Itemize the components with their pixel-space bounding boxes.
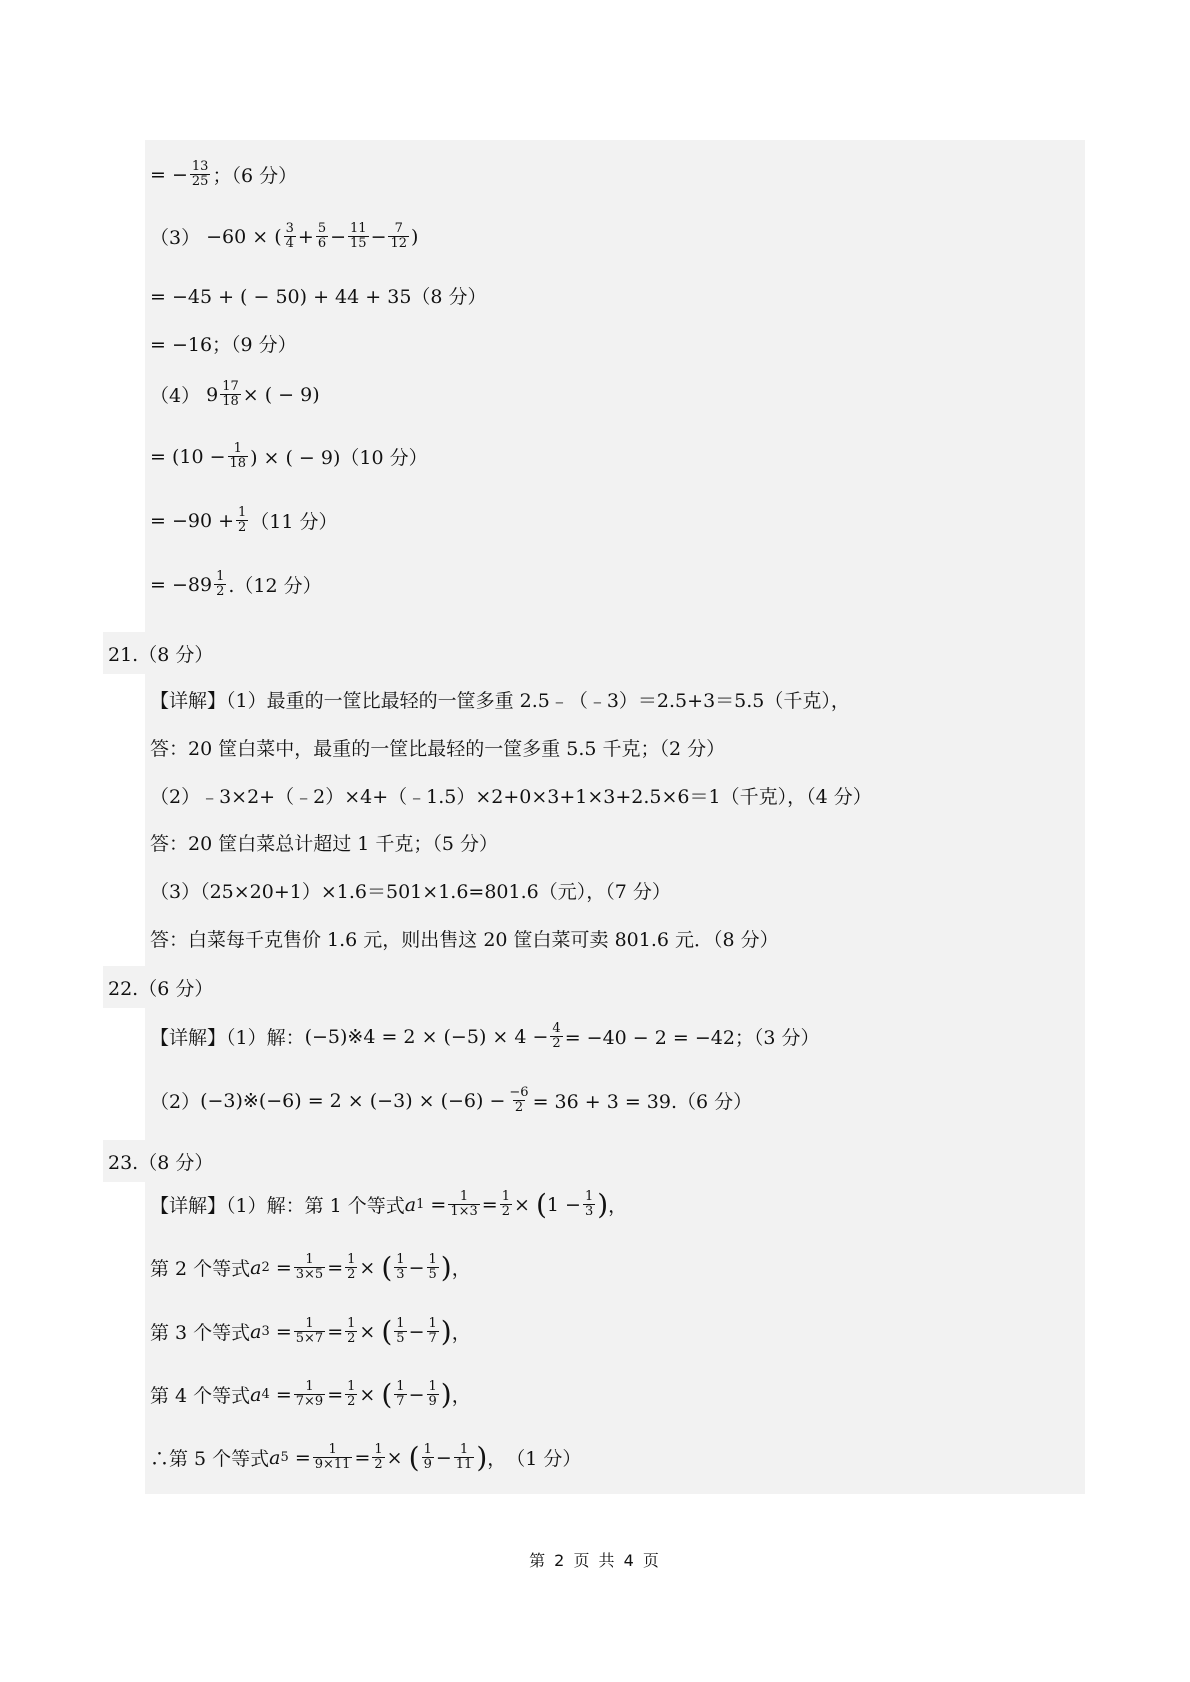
q23-line-2: 第 2 个等式 a 2 = $\frac{1}{3\times 5}$ = $\frac{1}{2}$ × ( $\frac{1}{3}$ − $\frac{1}{5}$ ) ， xyxy=(150,1250,471,1284)
q23-line-3: 第 3 个等式 a 3 = $\frac{1}{5\times 7}$ = $\frac{1}{2}$ × ( $\frac{1}{5}$ − $\frac{1}{7}$ ) ， xyxy=(150,1314,471,1348)
q23-line-5: ∴第 5 个等式 a 5 = $\frac{1}{9\times 11}$ = $\frac{1}{2}$ × ( $\frac{1}{9}$ − $\frac{1}{11}$ ) ， （1 分） xyxy=(150,1440,582,1474)
fraction: $\frac{13}{25}$ xyxy=(191,159,209,189)
q22-line-2: （2） (−3)※(−6) = 2 × (−3) × (−6) − $\frac{-6}{2}$ = 36 + 3 = 39.（6 分） xyxy=(150,1085,753,1115)
q21-line-6: 答：白菜每千克售价 1.6 元，则出售这 20 筐白菜可卖 801.6 元．（8 分） xyxy=(150,929,779,951)
q21-line-2: 答：20 筐白菜中，最重的一筐比最轻的一筐多重 5.5 千克；（2 分） xyxy=(150,738,726,760)
q20-line-4: = −16；（9 分） xyxy=(150,334,297,356)
q21-line-3: （2）﹣3×2+（﹣2）×4+（﹣1.5）×2+0×3+1×3+2.5×6＝1（千克），（4 分） xyxy=(150,786,872,808)
q21-line-1: 【详解】（1）最重的一筐比最轻的一筐多重 2.5﹣（﹣3）＝2.5+3＝5.5（千克）， xyxy=(150,690,850,712)
q20-line-1: = − $\frac{13}{25}$ ；（6 分） xyxy=(150,159,298,189)
q20-line-5: （4） 9 $\frac{17}{18}$ × ( − 9) xyxy=(150,379,320,409)
q20-line-2: （3） −60 × ( $\frac{3}{4}$ + $\frac{5}{6}$ − $\frac{11}{15}$ − $\frac{7}{12}$ ) xyxy=(150,221,419,251)
q20-line-7: = −90 + $\frac{1}{2}$ （11 分） xyxy=(150,505,338,535)
page-footer: 第 2 页 共 4 页 xyxy=(529,1551,661,1570)
q21-header: 21.（8 分） xyxy=(108,644,214,666)
q22-line-1: 【详解】（1）解： (−5)※4 = 2 × (−5) × 4 − $\frac{4}{2}$ = −40 − 2 = −42；（3 分） xyxy=(150,1021,820,1051)
q20-line-8: = −89 $\frac{1}{2}$ .（12 分） xyxy=(150,569,322,599)
q21-line-5: （3）（25×20+1）×1.6＝501×1.6=801.6（元），（7 分） xyxy=(150,881,671,903)
q20-line-6: = (10 − $\frac{1}{18}$ ) × ( − 9)（10 分） xyxy=(150,441,428,471)
q23-line-1: 【详解】（1）解：第 1 个等式 a 1 = $\frac{1}{1\times 3}$ = $\frac{1}{2}$ × ( 1 − $\frac{1}{3}$ ) ， xyxy=(150,1187,628,1221)
q20-line-3: = −45 + ( − 50) + 44 + 35（8 分） xyxy=(150,286,487,308)
q23-header: 23.（8 分） xyxy=(108,1152,214,1174)
q21-line-4: 答：20 筐白菜总计超过 1 千克；（5 分） xyxy=(150,833,499,855)
q23-line-4: 第 4 个等式 a 4 = $\frac{1}{7\times 9}$ = $\frac{1}{2}$ × ( $\frac{1}{7}$ − $\frac{1}{9}$ ) ， xyxy=(150,1377,471,1411)
q22-header: 22.（6 分） xyxy=(108,978,214,1000)
